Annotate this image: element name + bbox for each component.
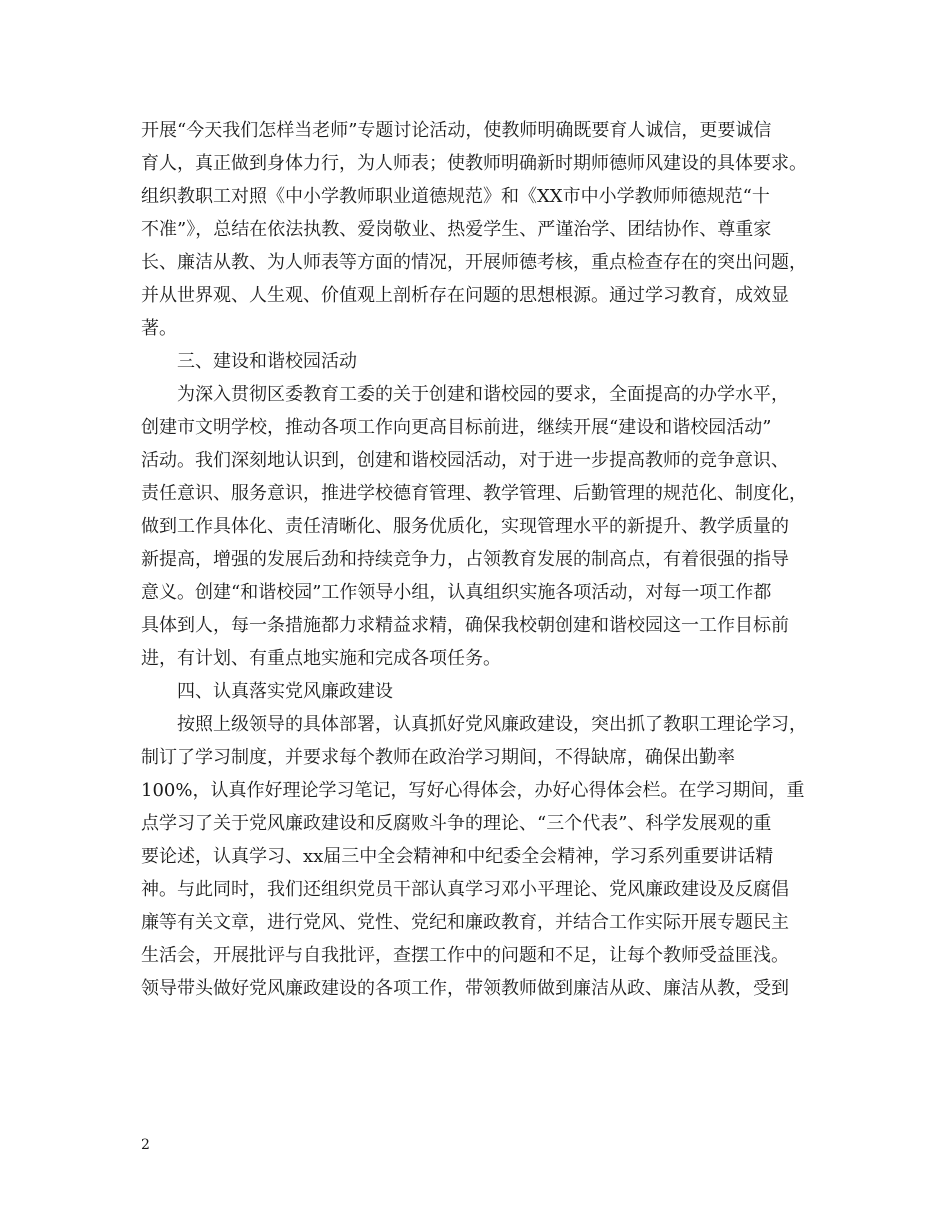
- text-line: 具体到人，每一条措施都力求精益求精，确保我校朝创建和谐校园这一工作目标前: [141, 615, 789, 636]
- text-line: 开展“今天我们怎样当老师”专题讨论活动，使教师明确既要育人诚信，更要诚信: [141, 120, 772, 141]
- text-line: 进，有计划、有重点地实施和完成各项任务。: [141, 648, 501, 669]
- text-line: 三、建设和谐校园活动: [177, 351, 357, 372]
- text-line: 100%，认真作好理论学习笔记，写好心得体会，办好心得体会栏。在学习期间，重: [141, 780, 805, 801]
- text-line: 新提高，增强的发展后劲和持续竞争力，占领教育发展的制高点，有着很强的指导: [141, 549, 789, 570]
- text-line: 活动。我们深刻地认识到，创建和谐校园活动，对于进一步提高教师的竞争意识、: [141, 450, 789, 471]
- text-line: 制订了学习制度，并要求每个教师在政治学习期间，不得缺席，确保出勤率: [141, 747, 735, 768]
- text-line: 不准”》，总结在依法执教、爱岗敬业、热爱学生、严谨治学、团结协作、尊重家: [141, 219, 772, 240]
- text-line: 点学习了关于党风廉政建设和反腐败斗争的理论、“三个代表”、科学发展观的重: [141, 813, 772, 834]
- page-number: 2: [141, 1137, 150, 1153]
- text-line: 著。: [141, 318, 177, 339]
- text-line: 按照上级领导的具体部署，认真抓好党风廉政建设，突出抓了教职工理论学习，: [177, 714, 807, 735]
- text-line: 廉等有关文章，进行党风、党性、党纪和廉政教育，并结合工作实际开展专题民主: [141, 912, 789, 933]
- text-line: 长、廉洁从教、为人师表等方面的情况，开展师德考核，重点检查存在的突出问题，: [141, 252, 807, 273]
- text-line: 为深入贯彻区委教育工委的关于创建和谐校园的要求，全面提高的办学水平，: [177, 384, 789, 405]
- text-line: 要论述，认真学习、xx届三中全会精神和中纪委全会精神，学习系列重要讲话精: [141, 846, 774, 867]
- text-line: 责任意识、服务意识，推进学校德育管理、教学管理、后勤管理的规范化、制度化，: [141, 483, 807, 504]
- text-line: 创建市文明学校，推动各项工作向更高目标前进，继续开展“建设和谐校园活动”: [141, 417, 772, 438]
- document-body: [141, 114, 816, 1005]
- text-line: 做到工作具体化、责任清晰化、服务优质化，实现管理水平的新提升、教学质量的: [141, 516, 789, 537]
- text-line: 并从世界观、人生观、价值观上剖析存在问题的思想根源。通过学习教育，成效显: [141, 285, 789, 306]
- text-line: 四、认真落实党风廉政建设: [177, 681, 393, 702]
- text-line: 领导带头做好党风廉政建设的各项工作，带领教师做到廉洁从政、廉洁从教，受到: [141, 978, 789, 999]
- text-line: 神。与此同时，我们还组织党员干部认真学习邓小平理论、党风廉政建设及反腐倡: [141, 879, 789, 900]
- text-line: 意义。创建“和谐校园”工作领导小组，认真组织实施各项活动，对每一项工作都: [141, 582, 772, 603]
- text-line: 组织教职工对照《中小学教师职业道德规范》和《XX市中小学教师师德规范“十: [141, 186, 770, 207]
- text-line: 育人，真正做到身体力行，为人师表；使教师明确新时期师德师风建设的具体要求。: [141, 153, 807, 174]
- text-line: 生活会，开展批评与自我批评，查摆工作中的问题和不足，让每个教师受益匪浅。: [141, 945, 789, 966]
